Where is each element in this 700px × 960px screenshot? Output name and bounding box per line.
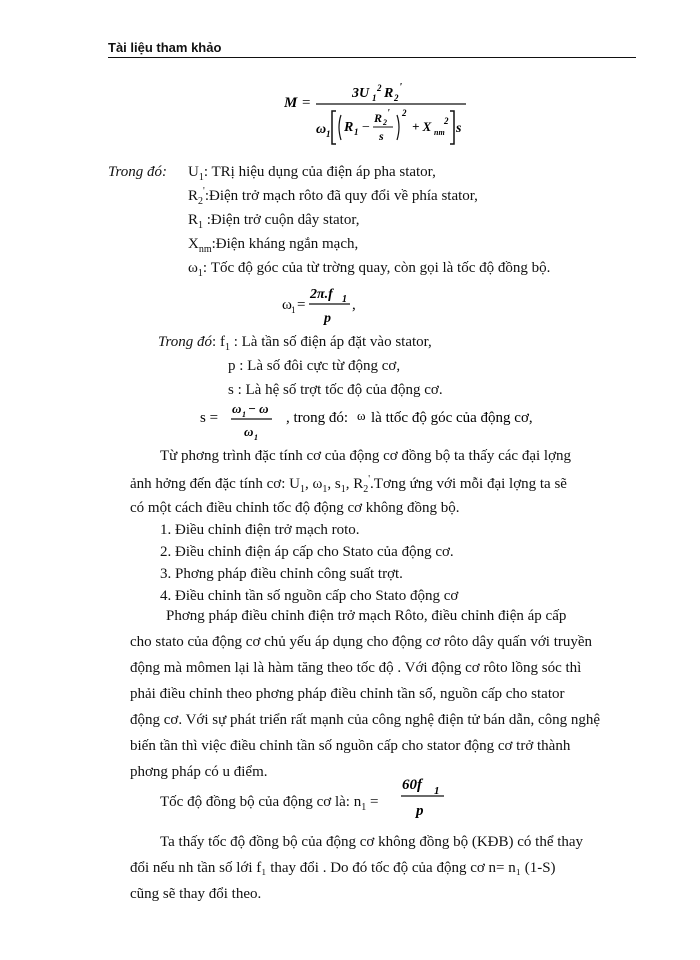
def-r1: $R_1$ :Điện trở cuộn dây stator, <box>188 212 360 231</box>
num-r-sub: 2 <box>394 93 399 103</box>
slip-lhs: s = <box>200 410 219 426</box>
formula-lhs: M <box>284 95 298 111</box>
right-paren <box>397 115 399 140</box>
def-omega1: $\omega_1$: Tốc độ góc của từ trờng quay, còn gọi là tốc độ đồng bộ. <box>188 260 551 279</box>
omega-eq: = <box>297 297 306 313</box>
left-paren <box>339 115 341 140</box>
slip-formula <box>200 397 630 443</box>
den-omega-sub: 1 <box>326 129 331 139</box>
num-coef: 3U <box>352 86 370 101</box>
para2-line6: biến tần thì việc điều chỉnh tần số nguồn cấp cho stator động cơ trở thành <box>130 738 571 754</box>
omega-tail: , <box>352 297 356 313</box>
den-r2-sub: 2 <box>383 118 387 127</box>
slip-num-tail: − ω <box>248 401 269 416</box>
den-r2: R <box>374 111 383 125</box>
slip-num: ω <box>232 401 242 416</box>
para1-line2: ảnh hởng đến đặc tính cơ: $U_1$, $\omega_1$, $s_1$, $R_2'.Tơng$ ứng với mỗi đại lợng ta sẽ <box>130 474 567 495</box>
sync-den: p <box>416 803 424 819</box>
slip-num-sub: 1 <box>242 410 246 419</box>
para2-line3: động mà mômen lại là hàm tăng theo tốc độ . Với động cơ rôto lồng sóc thì <box>130 660 582 676</box>
omega-lhs-sub: 1 <box>291 305 296 315</box>
slip-den-sub: 1 <box>254 433 258 442</box>
def-xnm: $X_{nm}:Điện$ kháng ngắn mạch, <box>188 236 359 255</box>
den-tail-s: s <box>456 121 462 136</box>
omega-lhs: ω <box>282 297 292 313</box>
slip-tail-sym: ω <box>357 408 366 423</box>
omega-formula <box>282 280 382 326</box>
page-header: Tài liệu tham khảo <box>108 40 222 55</box>
torque-formula <box>284 80 494 150</box>
sync-formula-fraction <box>398 770 458 820</box>
defs2-row-f1: Trong đó: $f_1$ : Là tần số điện áp đặt vào stator, <box>158 334 432 353</box>
omega-num-sub: 1 <box>342 294 347 305</box>
left-bracket <box>332 111 336 144</box>
slip-tail-post: là ttốc độ góc của động cơ, <box>371 410 533 426</box>
num-sub1: 1 <box>372 93 377 103</box>
method-item-1: 1. Điều chỉnh điện trở mạch roto. <box>160 522 360 538</box>
def-p: p : Là số đôi cực từ động cơ, <box>228 358 401 374</box>
den-r1: R <box>344 120 354 135</box>
para2-line7: phơng pháp có u điểm. <box>130 764 268 780</box>
para3-line1: Ta thấy tốc độ đồng bộ của động cơ không đồng bộ (KĐB) có thể thay <box>160 834 584 850</box>
den-x-sup: 2 <box>444 116 449 126</box>
para3-line2: đổi nếu nh tần số lới f₁ thay đổi . Do đó tốc độ của động cơ n= n₁ (1-S) <box>130 860 556 876</box>
para1-line1: Từ phơng trình đặc tính cơ của động cơ đồng bộ ta thấy các đại lợng <box>160 448 571 464</box>
num-sup2: 2 <box>377 83 382 93</box>
slip-den: ω <box>244 424 254 439</box>
method-item-4: 4. Điều chỉnh tần số nguồn cấp cho Stato động cơ <box>160 588 459 604</box>
den-sq: 2 <box>402 108 407 118</box>
header-rule <box>108 57 636 58</box>
sync-num-sub: 1 <box>434 785 440 797</box>
den-s: s <box>379 129 384 143</box>
sync-formula-text: Tốc độ đồng bộ của động cơ là: $n_1$ = <box>160 794 379 813</box>
den-r1-sub: 1 <box>354 127 359 137</box>
def-u1: $U_1$: TRị hiệu dụng của điện áp pha stator, <box>188 164 436 183</box>
den-omega: ω <box>316 122 327 137</box>
slip-tail-pre: , trong đó: <box>286 410 349 426</box>
sync-num: 60f <box>402 777 422 793</box>
omega-num: 2π.f <box>310 287 333 302</box>
para2-line5: động cơ. Với sự phát triển rất mạnh của công nghệ điện tử bán dẫn, công nghệ <box>130 712 601 728</box>
para2-line1: Phơng pháp điều chỉnh điện trở mạch Rôto, điều chỉnh điện áp cấp <box>166 608 567 624</box>
omega-den: p <box>324 311 331 326</box>
method-item-2: 2. Điều chỉnh điện áp cấp cho Stato của động cơ. <box>160 544 454 560</box>
defs1-intro: Trong đó: <box>108 164 168 180</box>
method-item-3: 3. Phơng pháp điều chỉnh công suất trợt. <box>160 566 403 582</box>
den-r2-prime: ' <box>387 108 390 119</box>
formula-eq: = <box>302 95 311 111</box>
den-minus: − <box>362 120 370 135</box>
para3-line3: cũng sẽ thay đổi theo. <box>130 886 262 902</box>
def-s: s : Là hệ số trợt tốc độ của động cơ. <box>228 382 443 398</box>
para2-line4: phải điều chỉnh theo phơng pháp điều chỉnh tần số, nguồn cấp cho stator <box>130 686 565 702</box>
para2-line2: cho stato của động cơ chủ yếu áp dụng cho động cơ rôto dây quấn với truyền <box>130 634 593 650</box>
num-r: R <box>384 86 394 101</box>
def-r2: $R_2':Điện$ trở mạch rôto đã quy đổi về phía stator, <box>188 186 478 207</box>
den-x-sub: nm <box>434 128 445 137</box>
den-plus-x: + X <box>412 119 432 134</box>
para1-line3: có một cách điều chỉnh tốc độ động cơ không đồng bộ. <box>130 500 460 516</box>
num-prime: ' <box>399 81 403 93</box>
right-bracket <box>450 111 454 144</box>
